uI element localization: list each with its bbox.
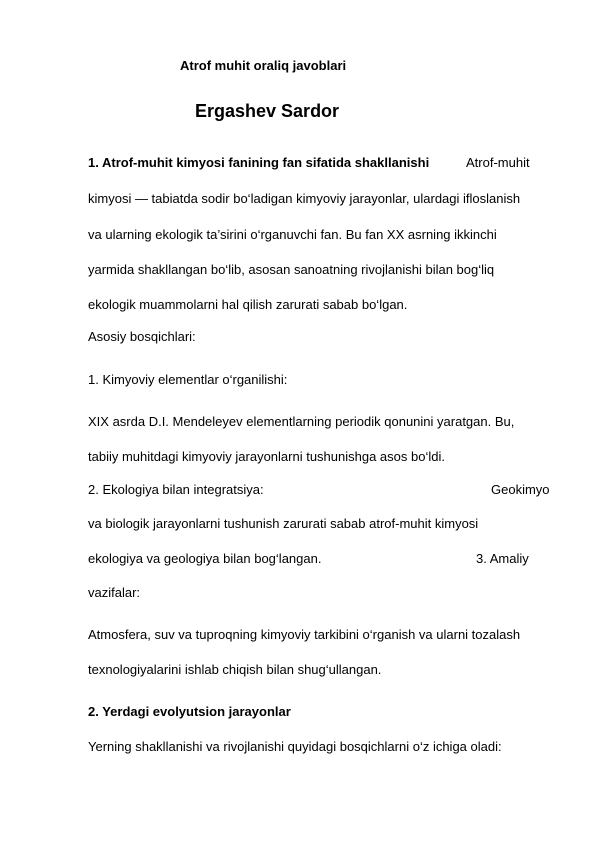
section1-line: va ularning ekologik ta’sirini o‘rganuvchi fan. Bu fan XX asrning ikkinchi	[88, 227, 497, 242]
section1-intro-start: Atrof-muhit	[466, 155, 530, 170]
stage2-line: ekologiya va geologiya bilan bog‘langan.	[88, 551, 322, 566]
section2-title: 2. Yerdagi evolyutsion jarayonlar	[88, 704, 291, 719]
stage2-title: 2. Ekologiya bilan integratsiya:	[88, 482, 264, 497]
stages-label: Asosiy bosqichlari:	[88, 329, 196, 344]
stage2-line: va biologik jarayonlarni tushunish zarurati sabab atrof-muhit kimyosi	[88, 516, 479, 531]
section1-line: ekologik muammolarni hal qilish zarurati sabab bo‘lgan.	[88, 297, 408, 312]
document-heading: Atrof muhit oraliq javoblari	[180, 58, 347, 73]
stage1-title: 1. Kimyoviy elementlar o‘rganilishi:	[88, 372, 288, 387]
stage2-right-fragment: Geokimyo	[491, 482, 550, 497]
author-name: Ergashev Sardor	[195, 101, 340, 121]
stage1-line: XIX asrda D.I. Mendeleyev elementlarning periodik qonunini yaratgan. Bu,	[88, 414, 515, 429]
stage3-line: Atmosfera, suv va tuproqning kimyoviy tarkibini o‘rganish va ularni tozalash	[88, 627, 521, 642]
stage3-title-cont: vazifalar:	[88, 585, 141, 600]
stage3-title-start: 3. Amaliy	[476, 551, 529, 566]
section1-title: 1. Atrof-muhit kimyosi fanining fan sifatida shakllanishi	[88, 155, 430, 170]
stage1-line: tabiiy muhitdagi kimyoviy jarayonlarni tushunishga asos bo‘ldi.	[88, 449, 445, 464]
section1-line: kimyosi — tabiatda sodir bo‘ladigan kimyoviy jarayonlar, ulardagi ifloslanish	[88, 191, 521, 206]
section2-line: Yerning shakllanishi va rivojlanishi quyidagi bosqichlarni o‘z ichiga oladi:	[88, 739, 502, 754]
stage3-line: texnologiyalarini ishlab chiqish bilan shug‘ullangan.	[88, 662, 382, 677]
section1-line: yarmida shakllangan bo‘lib, asosan sanoatning rivojlanishi bilan bog‘liq	[88, 262, 495, 277]
